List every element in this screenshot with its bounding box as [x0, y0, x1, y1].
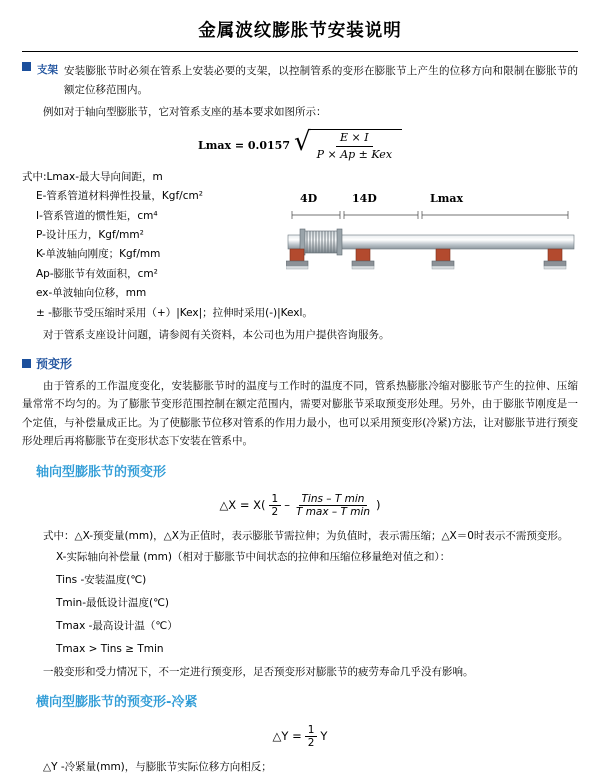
axial-eq-lhs: △X = X(	[219, 497, 266, 512]
axial-eq-ratio-num: Tins – T min	[299, 493, 368, 507]
figure-dimension-labels	[286, 190, 578, 207]
legend-figure-row	[22, 168, 578, 323]
legend-item: Ap-膨胀节有效面积，cm²	[36, 267, 158, 280]
radical-icon: √ $\frac{E \times I}{\text{P × Ap ± Kex}}$	[294, 129, 402, 162]
axial-term-item: Tmax -最高设计温（℃）	[56, 620, 178, 633]
axial-term-item: X-实际轴向补偿量 (mm)（相对于膨胀节中间状态的拉伸和压缩位移量绝对值之和）：	[56, 551, 451, 564]
square-bullet-icon	[22, 62, 31, 71]
axial-predeform-note: 一般变形和受力情况下，不一定进行预变形，足否预变形对膨胀节的疲劳寿命几乎没有影响。	[43, 665, 474, 678]
lmax-formula-lhs: Lmax = 0.0157	[197, 138, 290, 152]
lateral-eq-half-num: 1	[305, 724, 318, 738]
axial-eq-half-num: 1	[269, 493, 282, 507]
figure-label-lmax: Lmax	[430, 191, 464, 205]
axial-term-item: Tmax > Tins ≥ Tmin	[56, 643, 164, 656]
predeform-paragraph: 由于管系的工作温度变化，安装膨胀节时的温度与工作时的温度不同，管系热膨胀冷缩对膨胀节产生的拉伸、压缩量常常不均匀的。为了膨胀节变形范围控制在额定范围内，需要对膨胀节采取预变形处理。另外，由于膨胀节刚度是一个定值，与补偿量成正比。为了使膨胀节位移对管系的作用力最小，也可以采用预变形(冷紧)方法，让对膨胀节进行预变形处理后再将膨胀节在变形状态下安装在管系中。	[22, 380, 578, 448]
axial-eq-rhs: )	[376, 497, 381, 512]
piping-figure	[286, 168, 578, 281]
legend-item: ± -膨胀节受压缩时采用（+）|Kex|；拉伸时采用(-)|Kexl。	[36, 306, 313, 319]
lmax-formula-numerator: E × I	[336, 131, 373, 147]
lateral-eq-rhs: Y	[320, 728, 328, 743]
bracket-example-text: 例如对于轴向型膨胀节，它对管系支座的基本要求如图所示：	[43, 105, 327, 118]
axial-predeform-explain: 式中：△X-预变量(mm)，△X为正值时，表示膨胀节需拉伸；为负值时，表示需压缩；△X＝0时表示不需预变形。	[43, 529, 569, 542]
legend-item: I-管系管道的惯性矩，cm⁴	[36, 209, 158, 222]
predeform-section-heading	[22, 355, 578, 374]
axial-predeform-heading: 轴向型膨胀节的预变形	[36, 464, 167, 480]
figure-label-14d: 14D	[352, 191, 377, 205]
axial-term-item: Tmin-最低设计温度(℃)	[56, 597, 169, 610]
legend-item: E-管系管道材料弹性投量，Kgf/cm²	[36, 190, 203, 203]
lateral-predeform-heading: 横向型膨胀节的预变形-冷紧	[36, 695, 198, 711]
bracket-section	[22, 62, 578, 99]
title-divider	[22, 51, 578, 52]
legend-item: ex-单波轴向位移，mm	[36, 287, 147, 300]
lateral-eq-lhs: △Y =	[272, 728, 302, 743]
expansion-joint-diagram-icon	[286, 209, 576, 281]
square-bullet-icon	[22, 359, 31, 368]
bracket-section-paragraph: 安装膨胀节时必须在管系上安装必要的支架，以控制管系的变形在膨胀节上产生的位移方向和限制在膨胀节的额定位移范围内。	[64, 65, 578, 96]
axial-eq-half-den: 2	[271, 506, 279, 519]
axial-predeform-equation	[22, 493, 578, 519]
bracket-section-label: 支架	[37, 64, 58, 77]
legend-item: K-单波轴向刚度；Kgf/mm	[36, 248, 161, 261]
axial-eq-ratio-den: T max – T min	[295, 506, 371, 519]
legend-item: P-设计压力，Kgf/mm²	[36, 229, 144, 242]
axial-eq-minus: –	[284, 497, 290, 512]
legend-item: 式中:Lmax-最大导向间距，m	[22, 170, 163, 183]
support-note: 对于管系支座设计问题，请参阅有关资料，本公司也为用户提供咨询服务。	[43, 329, 390, 342]
lateral-eq-half-den: 2	[307, 737, 315, 750]
lmax-formula	[22, 129, 578, 162]
figure-label-4d: 4D	[300, 191, 318, 205]
page-title: 金属波纹膨胀节安装说明	[198, 21, 402, 41]
lateral-predeform-explain: △Y -冷紧量(mm)，与膨胀节实际位移方向相反；	[43, 760, 272, 773]
lmax-formula-denominator: P × Ap ± Kex	[316, 148, 393, 161]
axial-term-item: Tins -安装温度(℃)	[56, 574, 147, 587]
predeform-section-label: 预变形	[36, 356, 73, 371]
